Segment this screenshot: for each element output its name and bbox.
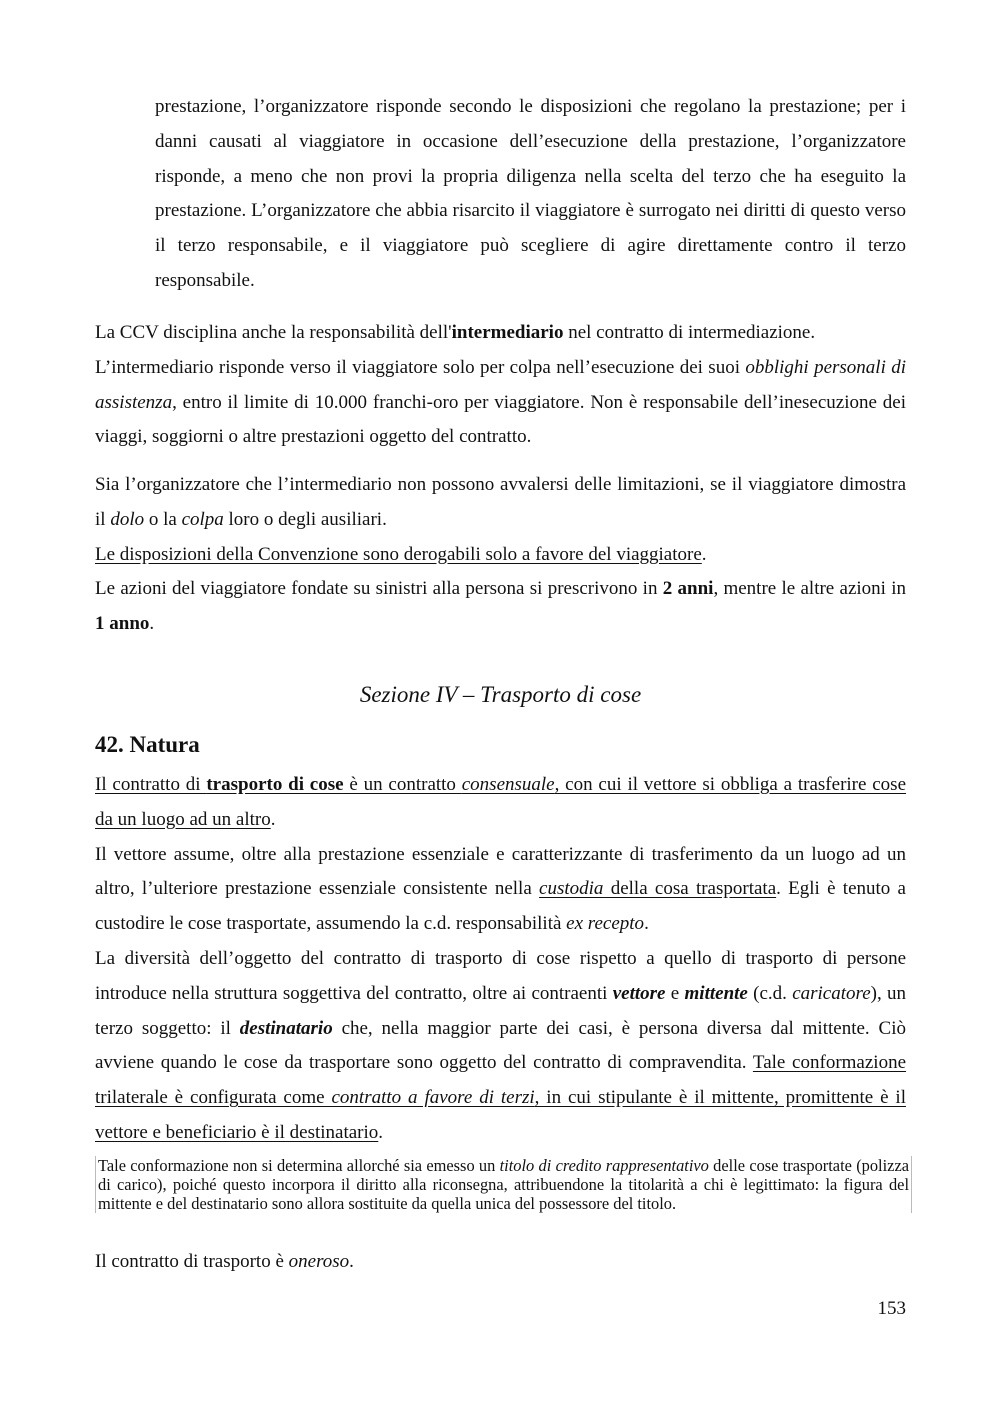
section-title: Sezione IV – Trasporto di cose [359,682,642,707]
page-number: 153 [877,1298,906,1319]
paragraph-oneroso: Il contratto di trasporto è oneroso. [95,1251,354,1272]
paragraph-intermediario: La CCV disciplina anche la responsabilità dell'intermediario nel contratto di intermediazione. L’intermediario risponde verso il viaggiatore solo per colpa nell’esecuzione dei suoi obblighi personali di assistenza, entro il limite di 10.000 franchi-oro per viaggiatore. Non è responsabile dell’inesecuzione dei viaggi, soggiorni o altre prestazioni oggetto del contratto. [95,322,906,448]
paragraph-natura: Il contratto di trasporto di cose è un contratto consensuale, con cui il vettore si obbliga a trasferire cose da un luogo ad un altro. Il vettore assume, oltre alla prestazione essenziale e caratterizzante di trasferimento da un luogo ad un altro, l’ulteriore prestazione essenziale consistente nella custodia della cosa trasportata. Egli è tenuto a custodire le cose trasportate, assumendo la c.d. responsabilità ex recepto. La diversità dell’oggetto del contratto di trasporto di cose rispetto a quello di trasporto di persone introduce nella struttura soggettiva del contratto, oltre ai contraenti vettore e mittente (c.d. caricatore), un terzo soggetto: il destinatario che, nella maggior parte dei casi, è persona diversa dal mittente. Ciò avviene quando le cose da trasportare sono oggetto del contratto di compravendita. Tale conformazione trilaterale è configurata come contratto a favore di terzi, in cui stipulante è il mittente, promittente è il vettore e beneficiario è il destinatario. [95,774,907,1143]
paragraph-limitazioni: Sia l’organizzatore che l’intermediario non possono avvalersi delle limitazioni, se il viaggiatore dimostra il dolo o la colpa loro o degli ausiliari. Le disposizioni della Convenzione sono derogabili solo a favore del viaggiatore. Le azioni del viaggiatore fondate su sinistri alla persona si prescrivono in 2 anni, mentre le altre azioni in 1 anno. [95,474,906,635]
heading-natura: 42. Natura [95,732,200,757]
indented-paragraph: prestazione, l’organizzatore risponde secondo le disposizioni che regolano la prestazione; per i danni causati al viaggiatore in occasione dell’esecuzione della prestazione, l’organizzatore risponde, a meno che non provi la propria diligenza nella scelta del terzo che ha eseguito la prestazione. L’organizzatore che abbia risarcito il viaggiatore è surrogato nei diritti di questo verso il terzo responsabile, e il viaggiatore può scegliere di agire direttamente contro il terzo responsabile. [155,96,906,291]
footnote-box: Tale conformazione non si determina allorché sia emesso un titolo di credito rappresentativo delle cose trasportate (polizza di carico), poiché questo incorpora il diritto alla riconsegna, attribuendone la titolarità a chi è legittimato: la figura del mittente e del destinatario sono allora sostituite da quella unica del possessore del titolo. [95,1156,912,1213]
